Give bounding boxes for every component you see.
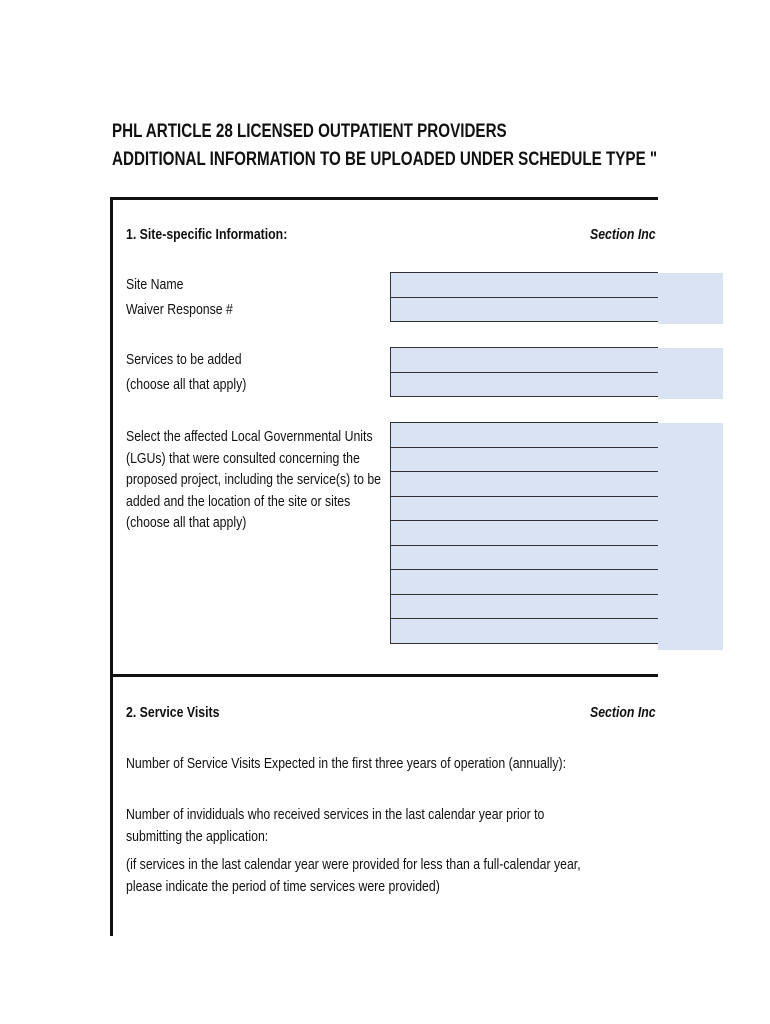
section2-included-label: [590, 704, 658, 721]
waiver-response-field[interactable]: [390, 298, 658, 323]
section2-included-text: Section Inc: [590, 704, 656, 721]
individuals-label-line: Number of invididuals who received services in the last calendar year prior to: [126, 806, 545, 823]
section1-included-text: Section Inc: [590, 226, 656, 243]
title-line-2-text: ADDITIONAL INFORMATION TO BE UPLOADED UNDER SCHEDULE TYPE ": [112, 149, 658, 170]
services-fields-overflow: [658, 348, 723, 399]
left-border-rule: [110, 197, 113, 936]
lgu-field[interactable]: [390, 423, 658, 448]
period-note: [126, 854, 658, 897]
lgu-fields: [390, 422, 658, 644]
document-title: [112, 118, 658, 174]
lgu-field[interactable]: [390, 521, 658, 546]
lgu-field[interactable]: [390, 595, 658, 620]
lgu-label-line: (LGUs) that were consulted concerning the: [126, 449, 360, 467]
services-fields: [390, 347, 658, 397]
site-fields-overflow: [658, 273, 723, 324]
individuals-label: [126, 804, 636, 847]
lgu-label-line: Select the affected Local Governmental Units: [126, 428, 373, 445]
site-fields: [390, 272, 658, 322]
title-line-1: [112, 118, 658, 146]
services-field-1[interactable]: [390, 348, 658, 373]
lgu-field[interactable]: [390, 546, 658, 571]
services-label: [126, 351, 267, 368]
services-field-2[interactable]: [390, 373, 658, 398]
section2-heading-text: 2. Service Visits: [126, 704, 220, 721]
section2-heading: [126, 704, 240, 721]
service-visits-label-text: Number of Service Visits Expected in the first three years of operation (annually):: [126, 755, 567, 772]
section1-included-label: [590, 226, 658, 243]
services-label-text: Services to be added: [126, 351, 242, 368]
section1-heading-text: 1. Site-specific Information:: [126, 226, 288, 243]
title-line-1-text: PHL ARTICLE 28 LICENSED OUTPATIENT PROVIDERS: [112, 121, 507, 142]
site-name-field[interactable]: [390, 273, 658, 298]
waiver-response-label-text: Waiver Response #: [126, 301, 233, 318]
site-name-label-text: Site Name: [126, 276, 184, 293]
site-name-label: [126, 276, 196, 293]
period-note-line: (if services in the last calendar year were provided for less than a full-calendar year,: [126, 856, 581, 873]
lgu-field[interactable]: [390, 497, 658, 522]
waiver-response-label: [126, 301, 256, 318]
section1-heading: [126, 226, 323, 243]
lgu-field[interactable]: [390, 619, 658, 644]
lgu-field[interactable]: [390, 570, 658, 595]
lgu-field[interactable]: [390, 448, 658, 473]
services-hint: [126, 376, 273, 393]
form-area: [110, 196, 658, 936]
title-line-2: [112, 146, 658, 174]
individuals-label-line: submitting the application:: [126, 827, 269, 845]
section2-top-rule: [110, 674, 658, 677]
lgu-label-line: proposed project, including the service(s) to be: [126, 471, 382, 488]
service-visits-label: [126, 755, 658, 772]
lgu-label-line: added and the location of the site or sites: [126, 492, 351, 510]
services-hint-text: (choose all that apply): [126, 376, 247, 393]
section1-top-rule: [110, 197, 658, 200]
lgu-fields-overflow: [658, 423, 723, 650]
lgu-label-line: (choose all that apply): [126, 514, 247, 531]
lgu-field[interactable]: [390, 472, 658, 497]
period-note-line: please indicate the period of time services were provided): [126, 877, 440, 895]
